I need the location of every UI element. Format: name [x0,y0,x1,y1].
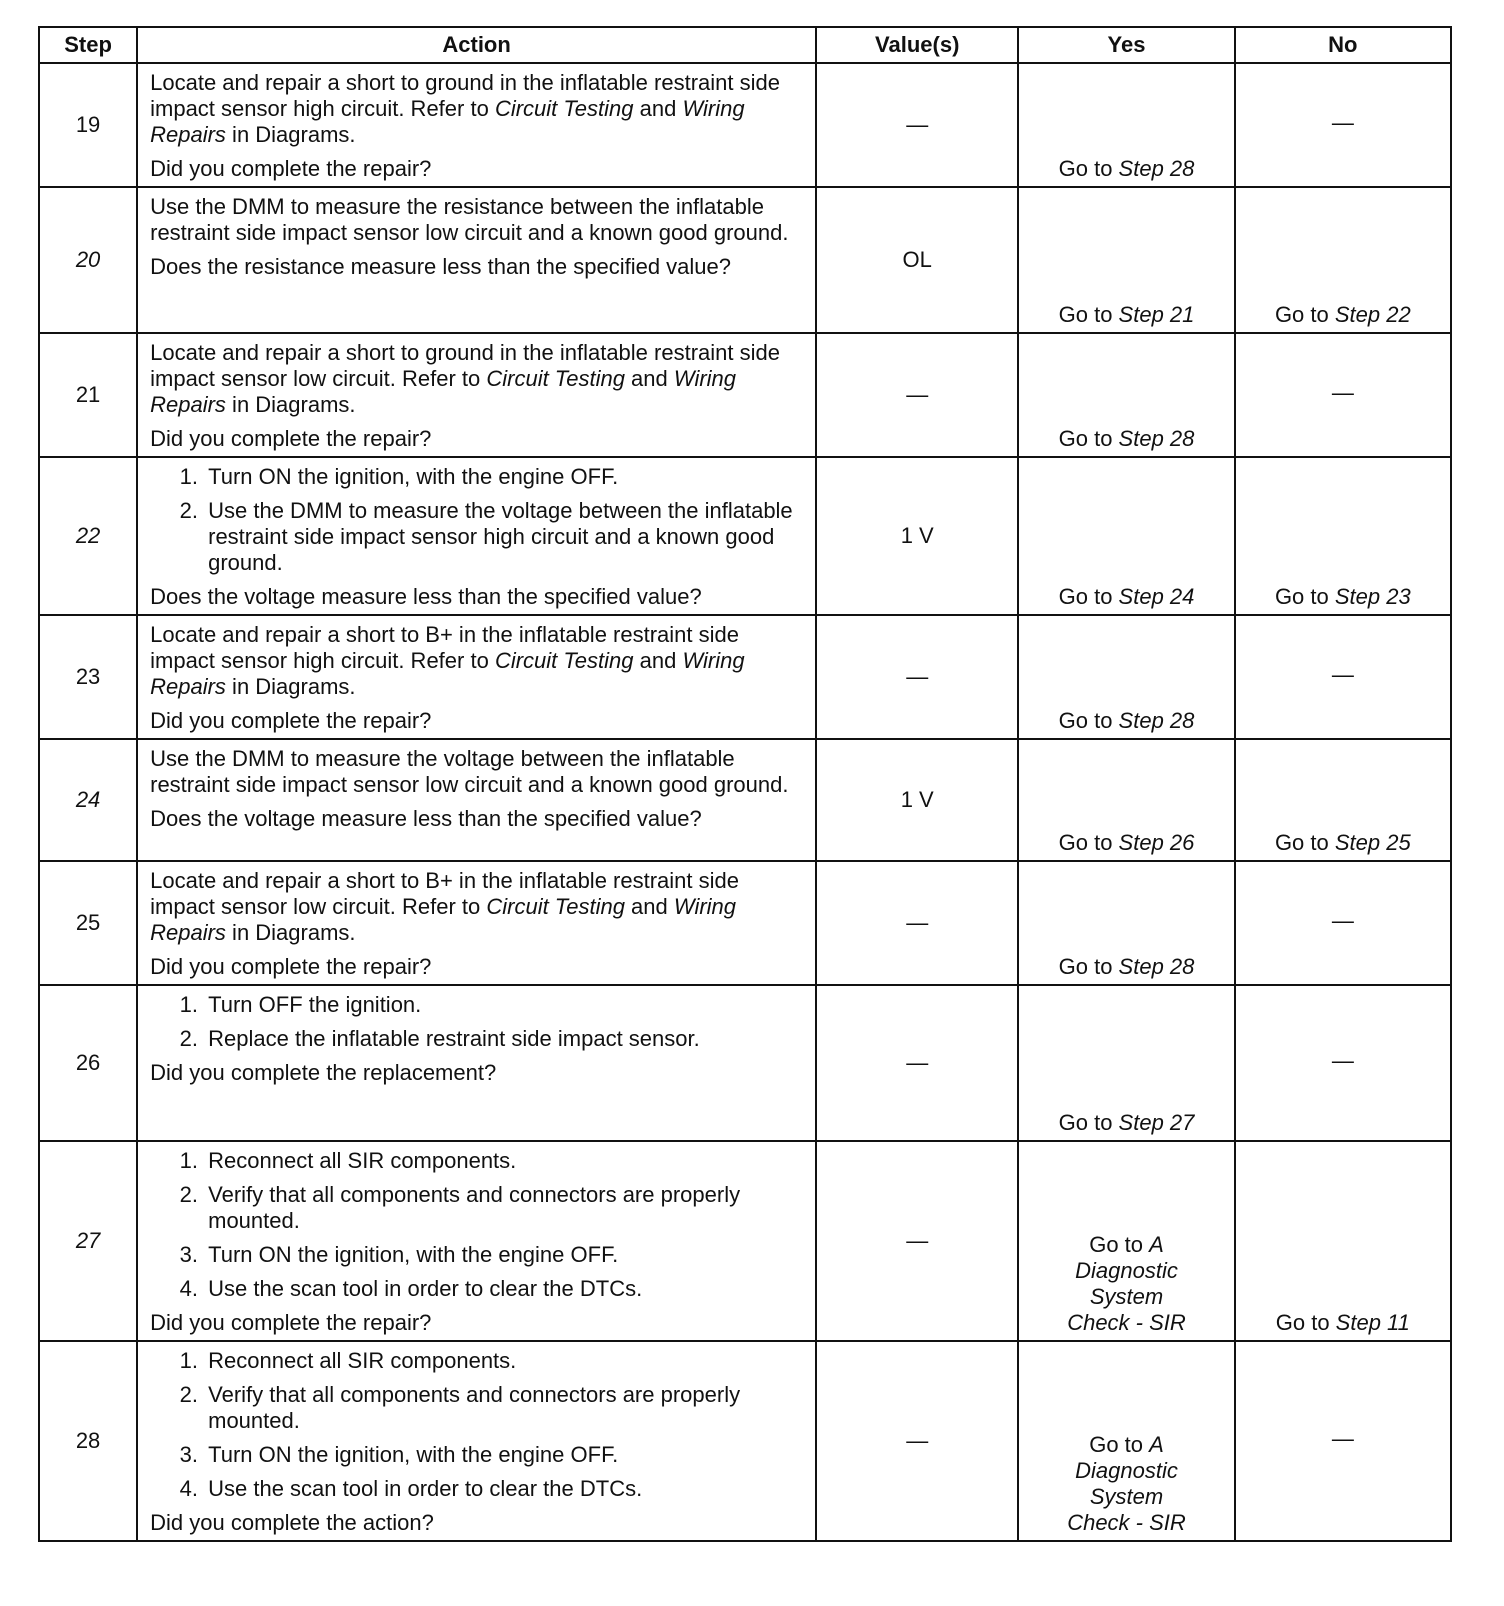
yes-goto-prefix: Go to [1058,954,1119,979]
yes-target-stack [1027,1232,1225,1336]
yes-goto-prefix: Go to [1058,830,1119,855]
action-step: 1. Reconnect all SIR components. [204,1148,803,1174]
step-number: 27 [39,1141,137,1341]
step-number: 20 [39,187,137,333]
action-description: Locate and repair a short to ground in the inflatable restraint side impact sensor low circuit. Refer to Circuit Testing and Wiring Repairs in Diagrams. [150,340,780,417]
step-number: 21 [39,333,137,457]
table-row [39,1341,1451,1541]
table-row [39,63,1451,187]
action-steps [150,992,803,1052]
action-question: Does the voltage measure less than the specified value? [150,806,702,831]
table-row [39,985,1451,1141]
no-dash: — [1331,110,1354,135]
yes-target-line: Go to A [1089,1432,1164,1457]
yes-goto-target: Step 24 [1118,584,1195,609]
yes-goto-prefix: Go to [1058,302,1119,327]
action-cell [137,1141,816,1341]
yes-target-line: Check - SIR [1067,1510,1186,1535]
yes-goto-prefix: Go to [1058,1110,1119,1135]
diagnostic-table [38,26,1452,1542]
yes-goto-target: Step 27 [1118,1110,1195,1135]
yes-goto-target: Step 28 [1118,156,1195,181]
no-cell [1235,1141,1451,1341]
value-cell: OL [816,187,1018,333]
yes-goto-target: Step 26 [1118,830,1195,855]
action-step: 2. Replace the inflatable restraint side impact sensor. [204,1026,803,1052]
table-row [39,739,1451,861]
action-cell [137,457,816,615]
no-cell [1235,457,1451,615]
action-reference: Circuit Testing [486,894,625,919]
header-values: Value(s) [816,27,1018,63]
yes-cell [1018,1341,1234,1541]
no-goto-prefix: Go to [1275,1310,1336,1335]
action-steps [150,464,803,576]
yes-goto-prefix: Go to [1058,426,1119,451]
table-row [39,861,1451,985]
table-row [39,187,1451,333]
table-row [39,333,1451,457]
action-question: Did you complete the repair? [150,954,432,979]
no-dash: — [1331,662,1354,687]
no-cell [1235,187,1451,333]
no-dash: — [1331,1426,1354,1451]
no-cell [1235,861,1451,985]
yes-cell [1018,1141,1234,1341]
action-cell [137,739,816,861]
header-row [39,27,1451,63]
action-step: 2. Verify that all components and connectors are properly mounted. [204,1382,803,1434]
action-question: Did you complete the repair? [150,708,432,733]
table-body [39,63,1451,1541]
action-question: Does the resistance measure less than the specified value? [150,254,732,279]
step-number: 24 [39,739,137,861]
action-step: 3. Turn ON the ignition, with the engine OFF. [204,1442,803,1468]
yes-goto-target: Step 28 [1118,954,1195,979]
step-number: 23 [39,615,137,739]
step-number: 22 [39,457,137,615]
action-step: 4. Use the scan tool in order to clear the DTCs. [204,1476,803,1502]
no-dash: — [1331,380,1354,405]
no-cell [1235,739,1451,861]
yes-target-line: Diagnostic [1075,1458,1178,1483]
header-no: No [1235,27,1451,63]
step-number: 25 [39,861,137,985]
yes-target-line: Diagnostic [1075,1258,1178,1283]
action-cell [137,187,816,333]
action-description: Locate and repair a short to B+ in the inflatable restraint side impact sensor high circuit. Refer to Circuit Testing and Wiring Repairs in Diagrams. [150,622,745,699]
yes-cell [1018,615,1234,739]
header-step: Step [39,27,137,63]
yes-target-line: System [1089,1284,1164,1309]
action-cell [137,615,816,739]
action-step: 4. Use the scan tool in order to clear the DTCs. [204,1276,803,1302]
table-row [39,457,1451,615]
action-question: Did you complete the repair? [150,156,432,181]
action-steps [150,1348,803,1502]
no-cell [1235,63,1451,187]
header-yes: Yes [1018,27,1234,63]
no-cell [1235,333,1451,457]
value-cell: — [816,63,1018,187]
yes-cell [1018,333,1234,457]
yes-goto-target: Step 21 [1118,302,1195,327]
action-cell [137,861,816,985]
value-cell: 1 V [816,457,1018,615]
value-cell: — [816,333,1018,457]
no-dash: — [1331,1048,1354,1073]
yes-goto-target: Step 28 [1118,426,1195,451]
yes-target-line: Check - SIR [1067,1310,1186,1335]
action-reference: Circuit Testing [486,366,625,391]
yes-target-text: A [1149,1232,1164,1257]
yes-goto-target: Step 28 [1118,708,1195,733]
header-action: Action [137,27,816,63]
action-steps [150,1148,803,1302]
value-cell: — [816,861,1018,985]
yes-cell [1018,985,1234,1141]
no-cell [1235,985,1451,1141]
action-reference: Wiring Repairs [150,366,737,417]
action-description: Locate and repair a short to B+ in the inflatable restraint side impact sensor low circuit. Refer to Circuit Testing and Wiring Repairs in Diagrams. [150,868,739,945]
action-question: Did you complete the replacement? [150,1060,497,1085]
yes-cell [1018,457,1234,615]
no-goto-prefix: Go to [1274,584,1335,609]
action-description: Locate and repair a short to ground in the inflatable restraint side impact sensor high circuit. Refer to Circuit Testing and Wiring Repairs in Diagrams. [150,70,780,147]
yes-cell [1018,861,1234,985]
yes-cell [1018,63,1234,187]
no-goto-prefix: Go to [1274,302,1335,327]
yes-target-line: System [1089,1484,1164,1509]
no-goto-target: Step 23 [1334,584,1411,609]
value-cell: — [816,1341,1018,1541]
table-row [39,615,1451,739]
action-step: 1. Turn ON the ignition, with the engine OFF. [204,464,803,490]
no-dash: — [1331,908,1354,933]
no-goto-target: Step 25 [1334,830,1411,855]
yes-goto-prefix: Go to [1058,584,1119,609]
action-question: Does the voltage measure less than the specified value? [150,584,702,609]
table-row [39,1141,1451,1341]
value-cell: 1 V [816,739,1018,861]
action-reference: Circuit Testing [494,648,634,673]
yes-target-stack [1027,1432,1225,1536]
action-reference: Wiring Repairs [150,96,745,147]
value-cell: — [816,615,1018,739]
action-cell [137,63,816,187]
value-cell: — [816,985,1018,1141]
action-cell [137,1341,816,1541]
no-goto-prefix: Go to [1274,830,1335,855]
action-description: Use the DMM to measure the voltage between the inflatable restraint side impact sensor low circuit and a known good ground. [150,746,789,797]
action-description: Use the DMM to measure the resistance between the inflatable restraint side impact sensor low circuit and a known good ground. [150,194,789,245]
no-goto-target: Step 22 [1334,302,1411,327]
yes-target-line: Go to A [1089,1232,1164,1257]
no-cell [1235,1341,1451,1541]
action-question: Did you complete the action? [150,1510,434,1535]
step-number: 28 [39,1341,137,1541]
no-goto-target: Step 11 [1335,1310,1410,1335]
action-step: 2. Verify that all components and connectors are properly mounted. [204,1182,803,1234]
yes-cell [1018,739,1234,861]
action-step: 1. Turn OFF the ignition. [204,992,803,1018]
action-step: 2. Use the DMM to measure the voltage between the inflatable restraint side impact sensor high circuit and a known good ground. [204,498,803,576]
action-reference: Circuit Testing [494,96,634,121]
action-question: Did you complete the repair? [150,426,432,451]
yes-target-text: A [1149,1432,1164,1457]
step-number: 26 [39,985,137,1141]
yes-goto-prefix: Go to [1058,156,1119,181]
no-cell [1235,615,1451,739]
action-reference: Wiring Repairs [150,894,737,945]
action-question: Did you complete the repair? [150,1310,432,1335]
action-step: 1. Reconnect all SIR components. [204,1348,803,1374]
action-cell [137,985,816,1141]
action-cell [137,333,816,457]
yes-goto-prefix: Go to [1058,708,1119,733]
step-number: 19 [39,63,137,187]
action-reference: Wiring Repairs [150,648,745,699]
action-step: 3. Turn ON the ignition, with the engine OFF. [204,1242,803,1268]
yes-cell [1018,187,1234,333]
value-cell: — [816,1141,1018,1341]
